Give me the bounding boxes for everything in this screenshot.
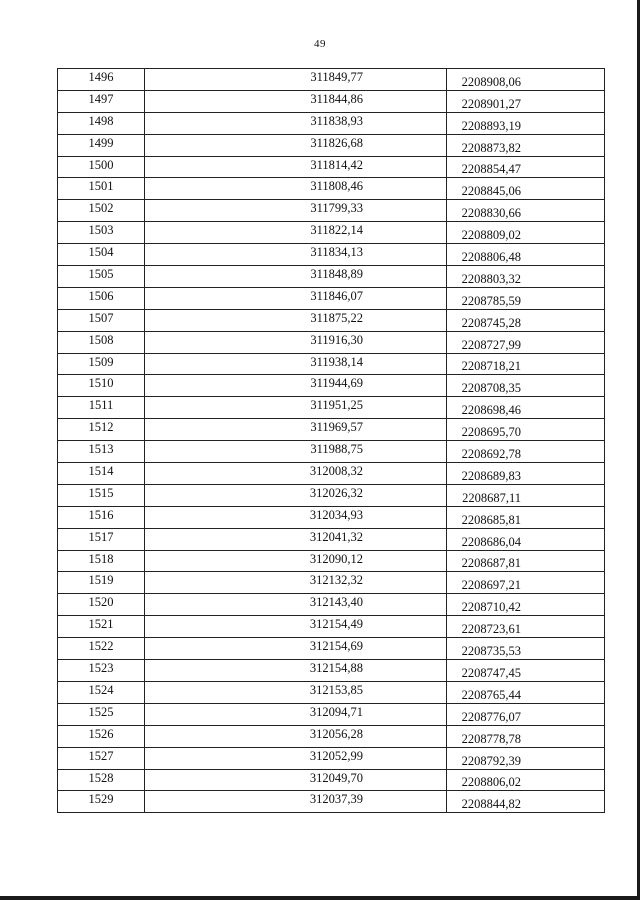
point-number-cell: 1526 — [58, 725, 145, 747]
x-coordinate-cell: 312094,71 — [145, 703, 447, 725]
x-coordinate-cell: 312154,69 — [145, 638, 447, 660]
table-row — [58, 572, 605, 594]
point-number-cell: 1512 — [58, 419, 145, 441]
y-coordinate-cell: 2208806,02 — [447, 769, 605, 791]
point-number-cell: 1527 — [58, 747, 145, 769]
y-coordinate-cell: 2208695,70 — [447, 419, 605, 441]
point-number-cell: 1497 — [58, 90, 145, 112]
x-coordinate-cell: 311969,57 — [145, 419, 447, 441]
point-number-cell: 1506 — [58, 287, 145, 309]
table-row — [58, 134, 605, 156]
y-coordinate-cell: 2208792,39 — [447, 747, 605, 769]
table-row — [58, 375, 605, 397]
y-coordinate-cell: 2208747,45 — [447, 660, 605, 682]
point-number-cell: 1525 — [58, 703, 145, 725]
table-row — [58, 244, 605, 266]
x-coordinate-cell: 311808,46 — [145, 178, 447, 200]
x-coordinate-cell: 312143,40 — [145, 594, 447, 616]
point-number-cell: 1514 — [58, 463, 145, 485]
y-coordinate-cell: 2208893,19 — [447, 112, 605, 134]
y-coordinate-cell: 2208710,42 — [447, 594, 605, 616]
y-coordinate-cell: 2208698,46 — [447, 397, 605, 419]
x-coordinate-cell: 312090,12 — [145, 550, 447, 572]
x-coordinate-cell: 311848,89 — [145, 266, 447, 288]
y-coordinate-cell: 2208745,28 — [447, 309, 605, 331]
point-number-cell: 1517 — [58, 528, 145, 550]
table-row — [58, 200, 605, 222]
y-coordinate-cell: 2208785,59 — [447, 287, 605, 309]
table-row — [58, 660, 605, 682]
point-number-cell: 1523 — [58, 660, 145, 682]
point-number-cell: 1511 — [58, 397, 145, 419]
x-coordinate-cell: 312154,49 — [145, 616, 447, 638]
y-coordinate-cell: 2208718,21 — [447, 353, 605, 375]
page-number: 49 — [314, 38, 326, 50]
point-number-cell: 1505 — [58, 266, 145, 288]
x-coordinate-cell: 312034,93 — [145, 506, 447, 528]
table-row — [58, 791, 605, 813]
table-row — [58, 769, 605, 791]
table-row — [58, 747, 605, 769]
y-coordinate-cell: 2208689,83 — [447, 463, 605, 485]
table-row — [58, 309, 605, 331]
point-number-cell: 1502 — [58, 200, 145, 222]
x-coordinate-cell: 311822,14 — [145, 222, 447, 244]
point-number-cell: 1496 — [58, 69, 145, 91]
y-coordinate-cell: 2208687,11 — [447, 484, 605, 506]
point-number-cell: 1498 — [58, 112, 145, 134]
x-coordinate-cell: 311938,14 — [145, 353, 447, 375]
scan-edge-bottom — [0, 896, 640, 900]
point-number-cell: 1510 — [58, 375, 145, 397]
x-coordinate-cell: 312132,32 — [145, 572, 447, 594]
table-row — [58, 681, 605, 703]
table-row — [58, 616, 605, 638]
y-coordinate-cell: 2208687,81 — [447, 550, 605, 572]
point-number-cell: 1519 — [58, 572, 145, 594]
y-coordinate-cell: 2208765,44 — [447, 681, 605, 703]
x-coordinate-cell: 311846,07 — [145, 287, 447, 309]
x-coordinate-cell: 311844,86 — [145, 90, 447, 112]
y-coordinate-cell: 2208809,02 — [447, 222, 605, 244]
table-row — [58, 638, 605, 660]
point-number-cell: 1520 — [58, 594, 145, 616]
y-coordinate-cell: 2208692,78 — [447, 441, 605, 463]
point-number-cell: 1521 — [58, 616, 145, 638]
x-coordinate-cell: 312056,28 — [145, 725, 447, 747]
table-row — [58, 441, 605, 463]
table-row — [58, 725, 605, 747]
y-coordinate-cell: 2208873,82 — [447, 134, 605, 156]
table-row — [58, 331, 605, 353]
point-number-cell: 1508 — [58, 331, 145, 353]
y-coordinate-cell: 2208685,81 — [447, 506, 605, 528]
table-row — [58, 484, 605, 506]
y-coordinate-cell: 2208776,07 — [447, 703, 605, 725]
table-row — [58, 397, 605, 419]
x-coordinate-cell: 311838,93 — [145, 112, 447, 134]
point-number-cell: 1528 — [58, 769, 145, 791]
x-coordinate-cell: 311951,25 — [145, 397, 447, 419]
x-coordinate-cell: 312026,32 — [145, 484, 447, 506]
point-number-cell: 1522 — [58, 638, 145, 660]
x-coordinate-cell: 311916,30 — [145, 331, 447, 353]
point-number-cell: 1529 — [58, 791, 145, 813]
table-row — [58, 178, 605, 200]
x-coordinate-cell: 312041,32 — [145, 528, 447, 550]
point-number-cell: 1503 — [58, 222, 145, 244]
coordinates-table — [57, 68, 605, 813]
y-coordinate-cell: 2208806,48 — [447, 244, 605, 266]
table-row — [58, 594, 605, 616]
table-row — [58, 703, 605, 725]
y-coordinate-cell: 2208844,82 — [447, 791, 605, 813]
table-row — [58, 353, 605, 375]
table-row — [58, 156, 605, 178]
y-coordinate-cell: 2208697,21 — [447, 572, 605, 594]
table-row — [58, 506, 605, 528]
y-coordinate-cell: 2208708,35 — [447, 375, 605, 397]
point-number-cell: 1515 — [58, 484, 145, 506]
point-number-cell: 1509 — [58, 353, 145, 375]
y-coordinate-cell: 2208778,78 — [447, 725, 605, 747]
x-coordinate-cell: 311799,33 — [145, 200, 447, 222]
table-row — [58, 69, 605, 91]
point-number-cell: 1504 — [58, 244, 145, 266]
table-row — [58, 266, 605, 288]
table-row — [58, 550, 605, 572]
x-coordinate-cell: 311944,69 — [145, 375, 447, 397]
table-row — [58, 90, 605, 112]
y-coordinate-cell: 2208845,06 — [447, 178, 605, 200]
table-row — [58, 112, 605, 134]
point-number-cell: 1513 — [58, 441, 145, 463]
y-coordinate-cell: 2208735,53 — [447, 638, 605, 660]
table-row — [58, 287, 605, 309]
table-row — [58, 463, 605, 485]
point-number-cell: 1499 — [58, 134, 145, 156]
point-number-cell: 1516 — [58, 506, 145, 528]
point-number-cell: 1507 — [58, 309, 145, 331]
x-coordinate-cell: 312153,85 — [145, 681, 447, 703]
point-number-cell: 1518 — [58, 550, 145, 572]
y-coordinate-cell: 2208830,66 — [447, 200, 605, 222]
x-coordinate-cell: 312008,32 — [145, 463, 447, 485]
point-number-cell: 1524 — [58, 681, 145, 703]
table-row — [58, 222, 605, 244]
x-coordinate-cell: 311834,13 — [145, 244, 447, 266]
y-coordinate-cell: 2208723,61 — [447, 616, 605, 638]
x-coordinate-cell: 312037,39 — [145, 791, 447, 813]
coordinates-table-body — [58, 69, 605, 813]
table-row — [58, 528, 605, 550]
y-coordinate-cell: 2208803,32 — [447, 266, 605, 288]
y-coordinate-cell: 2208908,06 — [447, 69, 605, 91]
y-coordinate-cell: 2208854,47 — [447, 156, 605, 178]
x-coordinate-cell: 311826,68 — [145, 134, 447, 156]
point-number-cell: 1500 — [58, 156, 145, 178]
x-coordinate-cell: 311988,75 — [145, 441, 447, 463]
x-coordinate-cell: 312049,70 — [145, 769, 447, 791]
x-coordinate-cell: 312154,88 — [145, 660, 447, 682]
y-coordinate-cell: 2208901,27 — [447, 90, 605, 112]
x-coordinate-cell: 311814,42 — [145, 156, 447, 178]
y-coordinate-cell: 2208727,99 — [447, 331, 605, 353]
y-coordinate-cell: 2208686,04 — [447, 528, 605, 550]
x-coordinate-cell: 311875,22 — [145, 309, 447, 331]
x-coordinate-cell: 312052,99 — [145, 747, 447, 769]
x-coordinate-cell: 311849,77 — [145, 69, 447, 91]
table-row — [58, 419, 605, 441]
point-number-cell: 1501 — [58, 178, 145, 200]
